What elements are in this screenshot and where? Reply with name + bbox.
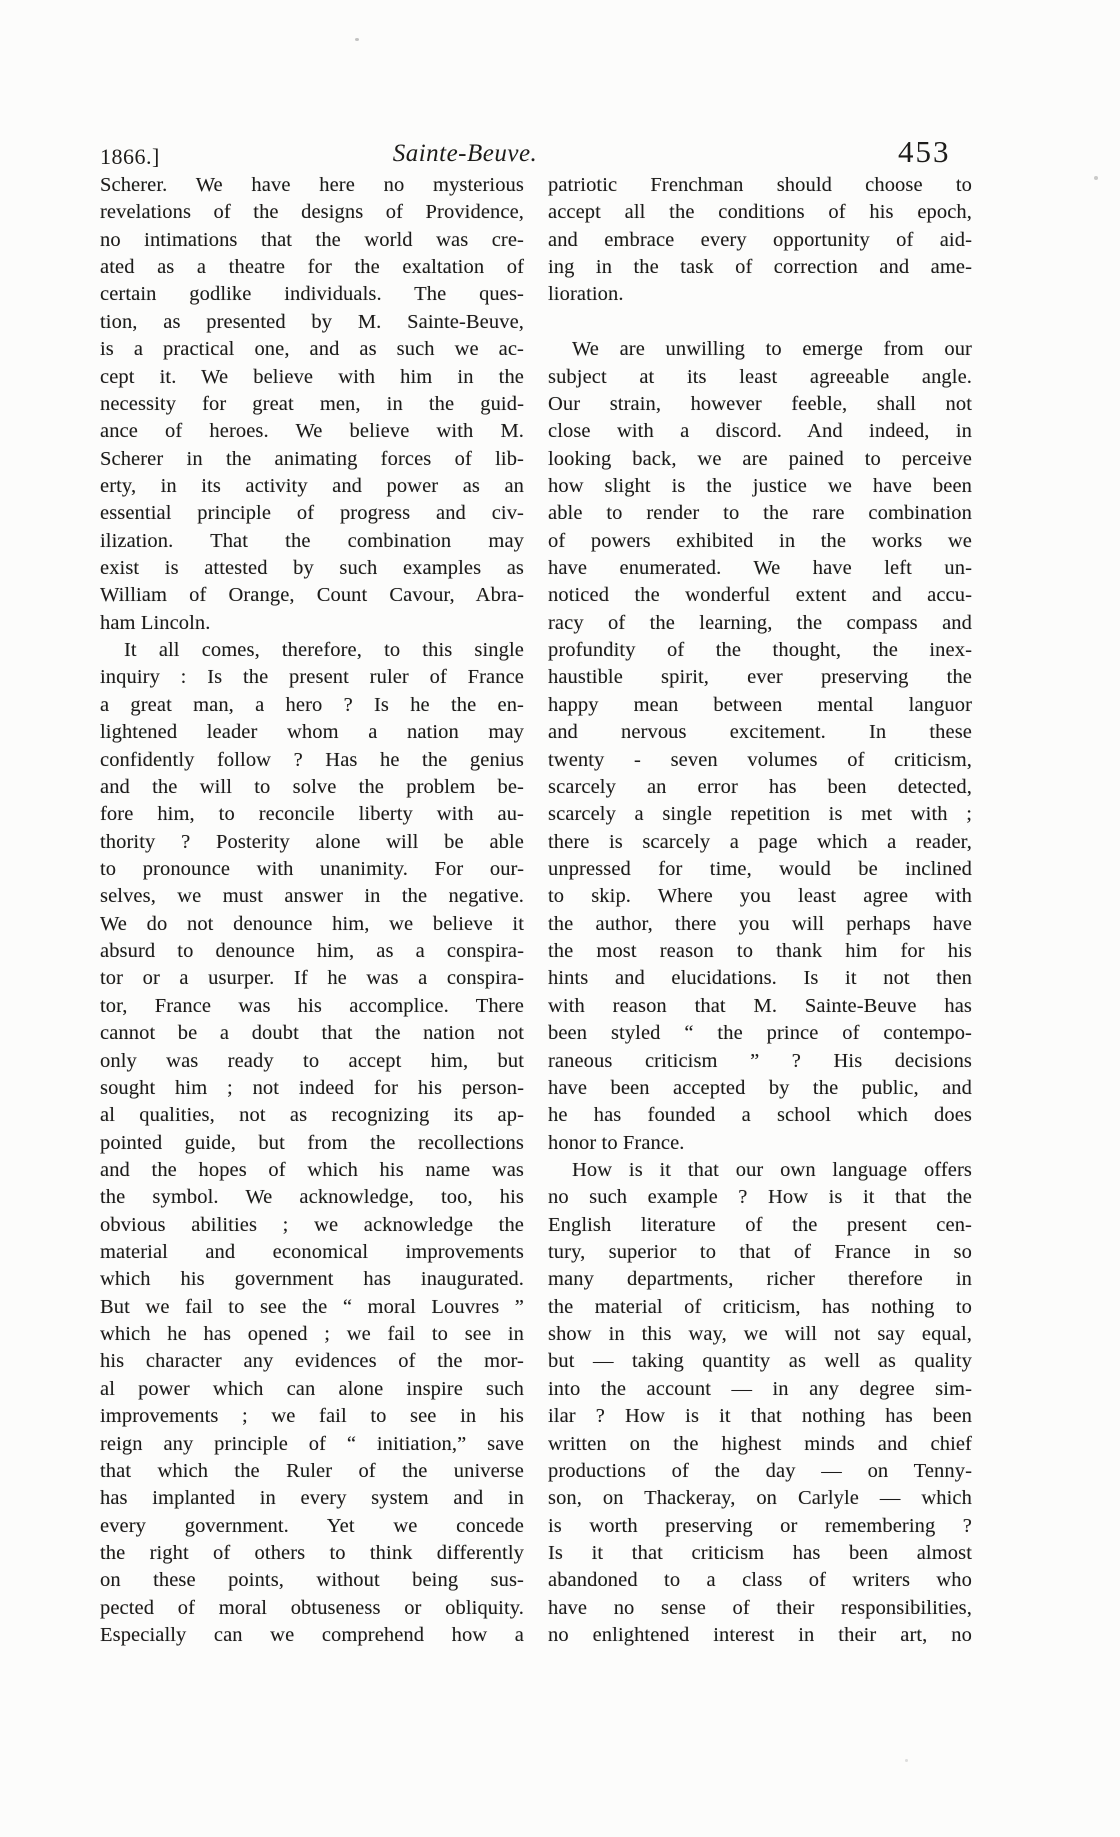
text-line: is a practical one, and as such we ac- [100,338,524,361]
header-date: 1866.] [100,144,160,169]
text-line: tion, as presented by M. Sainte-Beuve, [100,310,524,333]
text-line: subject at its least agreeable angle. [548,365,972,388]
text-line: pointed guide, but from the recollections [100,1131,524,1154]
text-line: material and economical improvements [100,1241,524,1264]
text-line: William of Orange, Count Cavour, Abra- [100,584,524,607]
text-line: to skip. Where you least agree with [548,885,972,908]
text-line: every government. Yet we concede [100,1514,524,1537]
text-line: and embrace every opportunity of aid- [548,228,972,251]
text-line: the most reason to thank him for his [548,940,972,963]
text-line: pected of moral obtuseness or obliquity. [100,1596,524,1619]
text-line: ilar ? How is it that nothing has been [548,1405,972,1428]
right-text-column [548,172,972,1649]
text-line: written on the highest minds and chief [548,1432,972,1455]
text-line: which his government has inaugurated. [100,1268,524,1291]
text-line: fore him, to reconcile liberty with au- [100,803,524,826]
text-line: Our strain, however feeble, shall not [548,392,972,415]
text-line: of powers exhibited in the works we [548,529,972,552]
text-line: into the account — in any degree sim- [548,1377,972,1400]
text-line: no intimations that the world was cre- [100,228,524,251]
text-line: been styled “ the prince of contempo- [548,1022,972,1045]
text-line: English literature of the present cen- [548,1213,972,1236]
text-line: but — taking quantity as well as quality [548,1350,972,1373]
text-line: noticed the wonderful extent and accu- [548,584,972,607]
text-line: and the will to solve the problem be- [100,775,524,798]
text-line: sought him ; not indeed for his person- [100,1076,524,1099]
text-line: ilization. That the combination may [100,529,524,552]
text-line: a great man, a hero ? Is he the en- [100,693,524,716]
text-line: the material of criticism, has nothing to [548,1295,972,1318]
scan-speck [905,1759,908,1762]
text-line: raneous criticism ” ? His decisions [548,1049,972,1072]
paragraph-break [548,309,972,336]
scan-speck [1094,176,1098,180]
text-line: improvements ; we fail to see in his [100,1405,524,1428]
text-line: that which the Ruler of the universe [100,1459,524,1482]
text-line: only was ready to accept him, but [100,1049,524,1072]
text-line: Scherer. We have here no mysterious [100,174,524,196]
text-line: profundity of the thought, the inex- [548,639,972,662]
text-line: lioration. [548,283,624,306]
text-line: ated as a theatre for the exaltation of [100,256,524,279]
text-line: It all comes, therefore, to this single [124,639,524,662]
text-line: able to render to the rare combination [548,502,972,525]
header-page-number: 453 [898,134,951,169]
text-line: How is it that our own language offers [572,1158,972,1181]
text-line: ham Lincoln. [100,611,211,634]
text-line: close with a discord. And indeed, in [548,420,972,443]
text-line: no enlightened interest in their art, no [548,1624,972,1647]
text-line: many departments, richer therefore in [548,1268,972,1291]
text-line: and the hopes of which his name was [100,1158,524,1181]
text-line: revelations of the designs of Providence, [100,201,524,224]
text-line: looking back, we are pained to perceive [548,447,972,470]
text-line: productions of the day — on Tenny- [548,1459,972,1482]
text-line: he has founded a school which does [548,1104,972,1127]
text-line: twenty - seven volumes of criticism, [548,748,972,771]
text-line: But we fail to see the “ moral Louvres ” [100,1295,524,1318]
text-line: on these points, without being sus- [100,1569,524,1592]
text-line: scarcely an error has been detected, [548,775,972,798]
text-line: how slight is the justice we have been [548,474,972,497]
text-line: al power which can alone inspire such [100,1377,524,1400]
text-line: We are unwilling to emerge from our [572,338,972,361]
text-line: cannot be a doubt that the nation not [100,1022,524,1045]
text-line: Especially can we comprehend how a [100,1624,524,1647]
text-line: We do not denounce him, we believe it [100,912,524,935]
text-line: selves, we must answer in the negative. [100,885,524,908]
text-line: is worth preserving or remembering ? [548,1514,972,1537]
text-line: Is it that criticism has been almost [548,1541,972,1564]
text-line: son, on Thackeray, on Carlyle — which [548,1487,972,1510]
text-line: essential principle of progress and civ- [100,502,524,525]
text-line: hints and elucidations. Is it not then [548,967,972,990]
text-line: and nervous excitement. In these [548,721,972,744]
text-line: there is scarcely a page which a reader, [548,830,972,853]
text-line: show in this way, we will not say equal, [548,1323,972,1346]
text-line: tor or a usurper. If he was a conspira- [100,967,524,990]
text-line: honor to France. [548,1131,685,1154]
left-text-column [100,172,524,1649]
text-line: have enumerated. We have left un- [548,557,972,580]
text-line: absurd to denounce him, as a conspira- [100,940,524,963]
text-line: his character any evidences of the mor- [100,1350,524,1373]
text-line: have no sense of their responsibilities, [548,1596,972,1619]
text-line: racy of the learning, the compass and [548,611,972,634]
text-line: reign any principle of “ initiation,” save [100,1432,524,1455]
text-line: haustible spirit, ever preserving the [548,666,972,689]
text-line: certain godlike individuals. The ques- [100,283,524,306]
header-title: Sainte-Beuve. [392,140,538,167]
text-line: accept all the conditions of his epoch, [548,201,972,224]
text-line: cept it. We believe with him in the [100,365,524,388]
text-line: ance of heroes. We believe with M. [100,420,524,443]
text-line: al qualities, not as recognizing its ap- [100,1104,524,1127]
text-line: which he has opened ; we fail to see in [100,1323,524,1346]
text-line: exist is attested by such examples as [100,557,524,580]
text-line: happy mean between mental languor [548,693,972,716]
scan-speck [897,1446,900,1449]
text-line: the symbol. We acknowledge, too, his [100,1186,524,1209]
text-line: no such example ? How is it that the [548,1186,972,1209]
text-line: necessity for great men, in the guid- [100,392,524,415]
text-line: Scherer in the animating forces of lib- [100,447,524,470]
text-line: the right of others to think differently [100,1541,524,1564]
text-line: confidently follow ? Has he the genius [100,748,524,771]
text-line: tor, France was his accomplice. There [100,994,524,1017]
text-line: to pronounce with unanimity. For our- [100,857,524,880]
text-line: ing in the task of correction and ame- [548,256,972,279]
text-line: scarcely a single repetition is met with ; [548,803,972,826]
text-line: abandoned to a class of writers who [548,1569,972,1592]
text-line: patriotic Frenchman should choose to [548,174,972,196]
text-line: has implanted in every system and in [100,1487,524,1510]
text-line: obvious abilities ; we acknowledge the [100,1213,524,1236]
text-line: lightened leader whom a nation may [100,721,524,744]
scan-speck [355,38,359,41]
text-line: have been accepted by the public, and [548,1076,972,1099]
text-line: unpressed for time, would be inclined [548,857,972,880]
text-line: erty, in its activity and power as an [100,474,524,497]
text-line: the author, there you will perhaps have [548,912,972,935]
text-line: thority ? Posterity alone will be able [100,830,524,853]
text-line: tury, superior to that of France in so [548,1241,972,1264]
text-line: with reason that M. Sainte-Beuve has [548,994,972,1017]
text-line: inquiry : Is the present ruler of France [100,666,524,689]
